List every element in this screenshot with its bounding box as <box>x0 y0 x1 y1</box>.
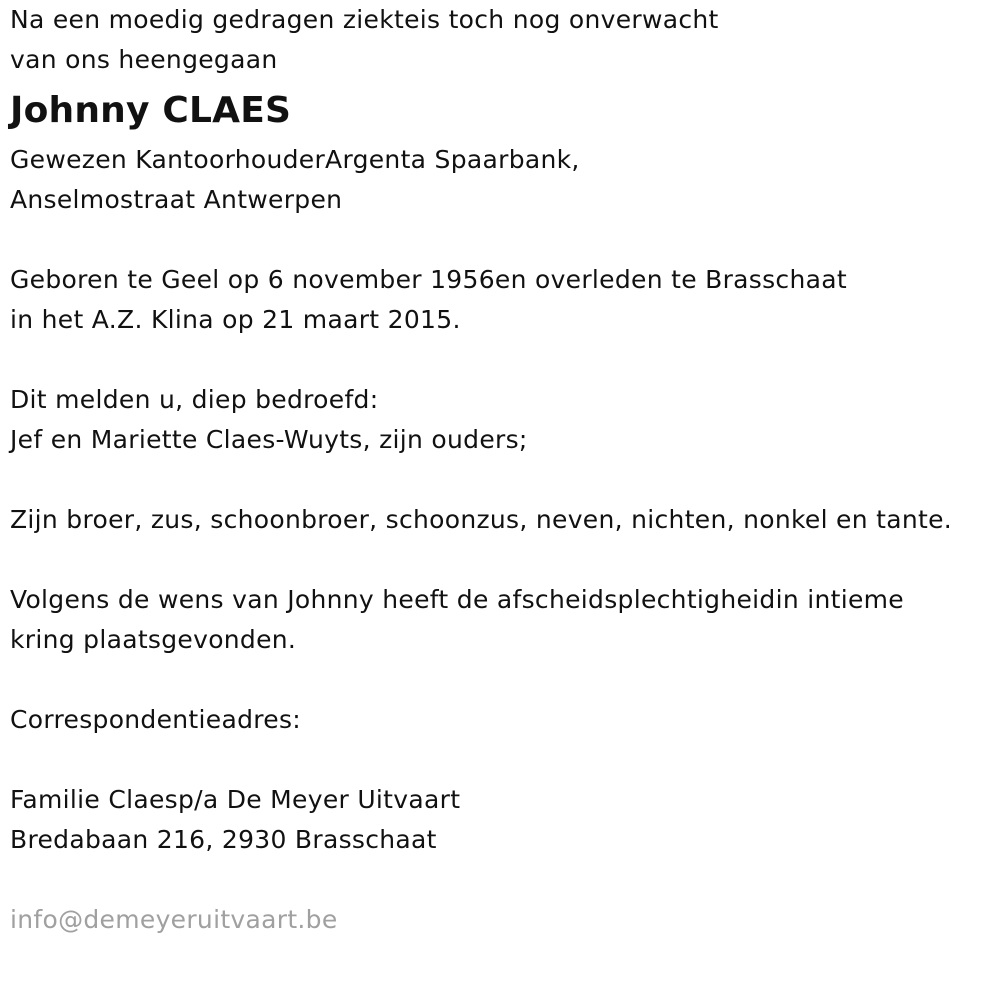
birth-death-line-1: Geboren te Geel op 6 november 1956en overleden te Brasschaat <box>10 265 847 294</box>
email-link[interactable]: info@demeyeruitvaart.be <box>10 905 338 934</box>
announcement-line-1: Dit melden u, diep bedroefd: <box>10 385 379 414</box>
spacer <box>10 220 995 260</box>
correspondence-line-2: Bredabaan 216, 2930 Brasschaat <box>10 825 437 854</box>
birth-death-line-2: in het A.Z. Klina op 21 maart 2015. <box>10 305 461 334</box>
family-line: Zijn broer, zus, schoonbroer, schoonzus, neven, nichten, nonkel en tante. <box>10 505 953 534</box>
correspondence-line-1: Familie Claesp/a De Meyer Uitvaart <box>10 785 461 814</box>
deceased-name: Johnny CLAES <box>10 90 292 131</box>
farewell-line-2: kring plaatsgevonden. <box>10 625 297 654</box>
spacer <box>10 860 995 900</box>
obituary-document <box>10 0 995 940</box>
announcement-line-2: Jef en Mariette Claes-Wuyts, zijn ouders; <box>10 425 528 454</box>
correspondence-label: Correspondentieadres: <box>10 705 302 734</box>
occupation-line-2: Anselmostraat Antwerpen <box>10 185 343 214</box>
spacer <box>10 660 995 700</box>
intro-line-2: van ons heengegaan <box>10 45 278 74</box>
spacer <box>10 740 995 780</box>
spacer <box>10 460 995 500</box>
occupation-line-1: Gewezen KantoorhouderArgenta Spaarbank, <box>10 145 580 174</box>
spacer <box>10 540 995 580</box>
spacer <box>10 340 995 380</box>
intro-line-1: Na een moedig gedragen ziekteis toch nog onverwacht <box>10 5 719 34</box>
farewell-line-1: Volgens de wens van Johnny heeft de afscheidsplechtigheidin intieme <box>10 585 904 614</box>
